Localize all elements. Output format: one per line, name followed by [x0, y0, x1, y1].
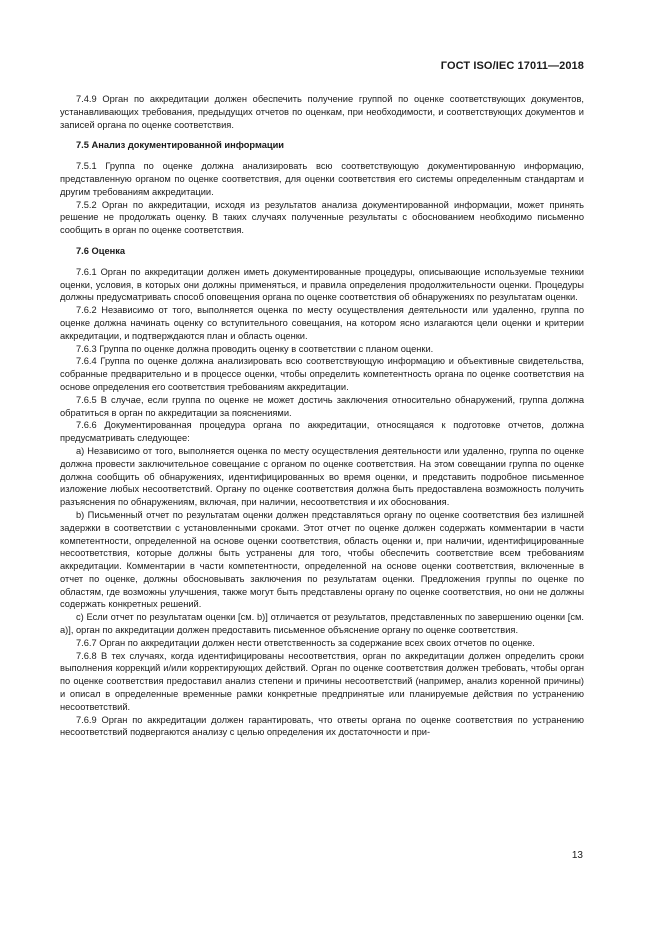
list-item-b: b) Письменный отчет по результатам оценки должен представляться органу по оценке соответствия без излишней задержки в соответствии с установленными сроками. Этот отчет по оценке должен содержать комментарии в части компетентности, определенной на основе оценки соответствия, область оценки и, при наличии, идентифицированные несоответствия, которые должны быть устранены для того, чтобы обеспечить соответствие всем требованиям аккредитации. Комментарии в части компетентности, определенной на основе оценки соответствия, включенные в отчет по оценке, должны обосновывать заключения по результатам оценки. Предложения группы по оценке по областям, где возможны улучшения, также могут быть представлены органу по оценке соответствия, но они не должны содержать конкретных решений.: [60, 509, 584, 610]
paragraph-7-6-6: 7.6.6 Документированная процедура органа по аккредитации, относящаяся к подготовке отчетов, должна предусматривать следующее:: [60, 420, 584, 444]
document-body: [60, 93, 584, 739]
paragraph-7-6-3: 7.6.3 Группа по оценке должна проводить оценку в соответствии с планом оценки.: [76, 343, 434, 354]
paragraph-7-6-5: 7.6.5 В случае, если группа по оценке не может достичь заключения относительно обнаружений, группа должна обратиться в орган по аккредитации за пояснениями.: [60, 394, 584, 418]
list-item-a: a) Независимо от того, выполняется оценка по месту осуществления деятельности или удаленно, группа по оценке должна провести заключительное совещание с органом по оценке соответствия. На этом совещании группа по оценке должна сообщить об обнаружениях, идентифицированных во время оценки, и представить подробное письменное изложение любых несоответствий. Органу по оценке соответствия должна быть предоставлена возможность получить разъяснения по обнаружениям, включая, при наличии, несоответствия и их обоснования.: [60, 445, 584, 508]
paragraph-7-6-2: 7.6.2 Независимо от того, выполняется оценка по месту осуществления деятельности или удаленно, группа по оценке должна начинать оценку со вступительного совещания, на котором ясно излагаются цели оценки и критерии аккредитации, и подтверждаются план и область оценки.: [60, 305, 584, 341]
paragraph-7-6-1: 7.6.1 Орган по аккредитации должен иметь документированные процедуры, описывающие используемые техники оценки, условия, в которых они должны применяться, и правила определения продолжительности оценки. Процедуры должны предусматривать способ оповещения органа по оценке соответствия об обнаружениях по результатам оценки.: [60, 266, 584, 303]
section-heading-7-6: 7.6 Оценка: [76, 245, 126, 256]
document-header: ГОСТ ISO/IEC 17011—2018: [440, 60, 584, 72]
page-number: 13: [571, 850, 583, 861]
section-heading-7-5: 7.5 Анализ документированной информации: [76, 140, 285, 151]
paragraph-7-5-2: 7.5.2 Орган по аккредитации, исходя из результатов анализа документированной информации, может принять решение не продолжать оценку. В таких случаях полученные результаты с обоснованием необходимо письменно сообщить в орган по оценке соответствия.: [60, 199, 584, 236]
paragraph-7-6-4: 7.6.4 Группа по оценке должна анализировать всю соответствующую информацию и объективные свидетельства, собранные предварительно и в процессе оценки, чтобы определить компетентность органа по оценке соответствия на основе определения его соответствия требованиям аккредитации.: [60, 356, 584, 392]
paragraph-7-6-8: 7.6.8 В тех случаях, когда идентифицированы несоответствия, орган по аккредитации должен определить сроки выполнения коррекций и/или корректирующих действий. Орган по оценке соответствия должен требовать, чтобы орган по оценке соответствия предоставил анализ степени и причины несоответствий (например, анализ коренной причины) и описал в определенные временные рамки конкретные предпринятые или планируемые действия по устранению несоответствий.: [60, 650, 584, 712]
paragraph-7-4-9: 7.4.9 Орган по аккредитации должен обеспечить получение группой по оценке соответствующих документов, устанавливающих требования, предыдущих отчетов по оценкам, при необходимости, и соответствующих документов и записей органа по оценке соответствия.: [60, 94, 584, 130]
paragraph-7-5-1: 7.5.1 Группа по оценке должна анализировать всю соответствующую документированную информацию, представленную органом по оценке соответствия, для оценки соответствия его системы определенным стандартам и другим требованиям аккредитации.: [60, 161, 584, 197]
paragraph-7-6-9: 7.6.9 Орган по аккредитации должен гарантировать, что ответы органа по оценке соответствия по устранению несоответствий подвергаются анализу с целью определения их достаточности и при-: [60, 714, 584, 738]
list-item-c: c) Если отчет по результатам оценки [см. b)] отличается от результатов, представленных по завершению оценки [см. a)], орган по аккредитации должен предоставить письменное объяснение органу по оценке соответствия.: [60, 612, 584, 636]
paragraph-7-6-7: 7.6.7 Орган по аккредитации должен нести ответственность за содержание всех своих отчетов по оценке.: [76, 637, 535, 648]
